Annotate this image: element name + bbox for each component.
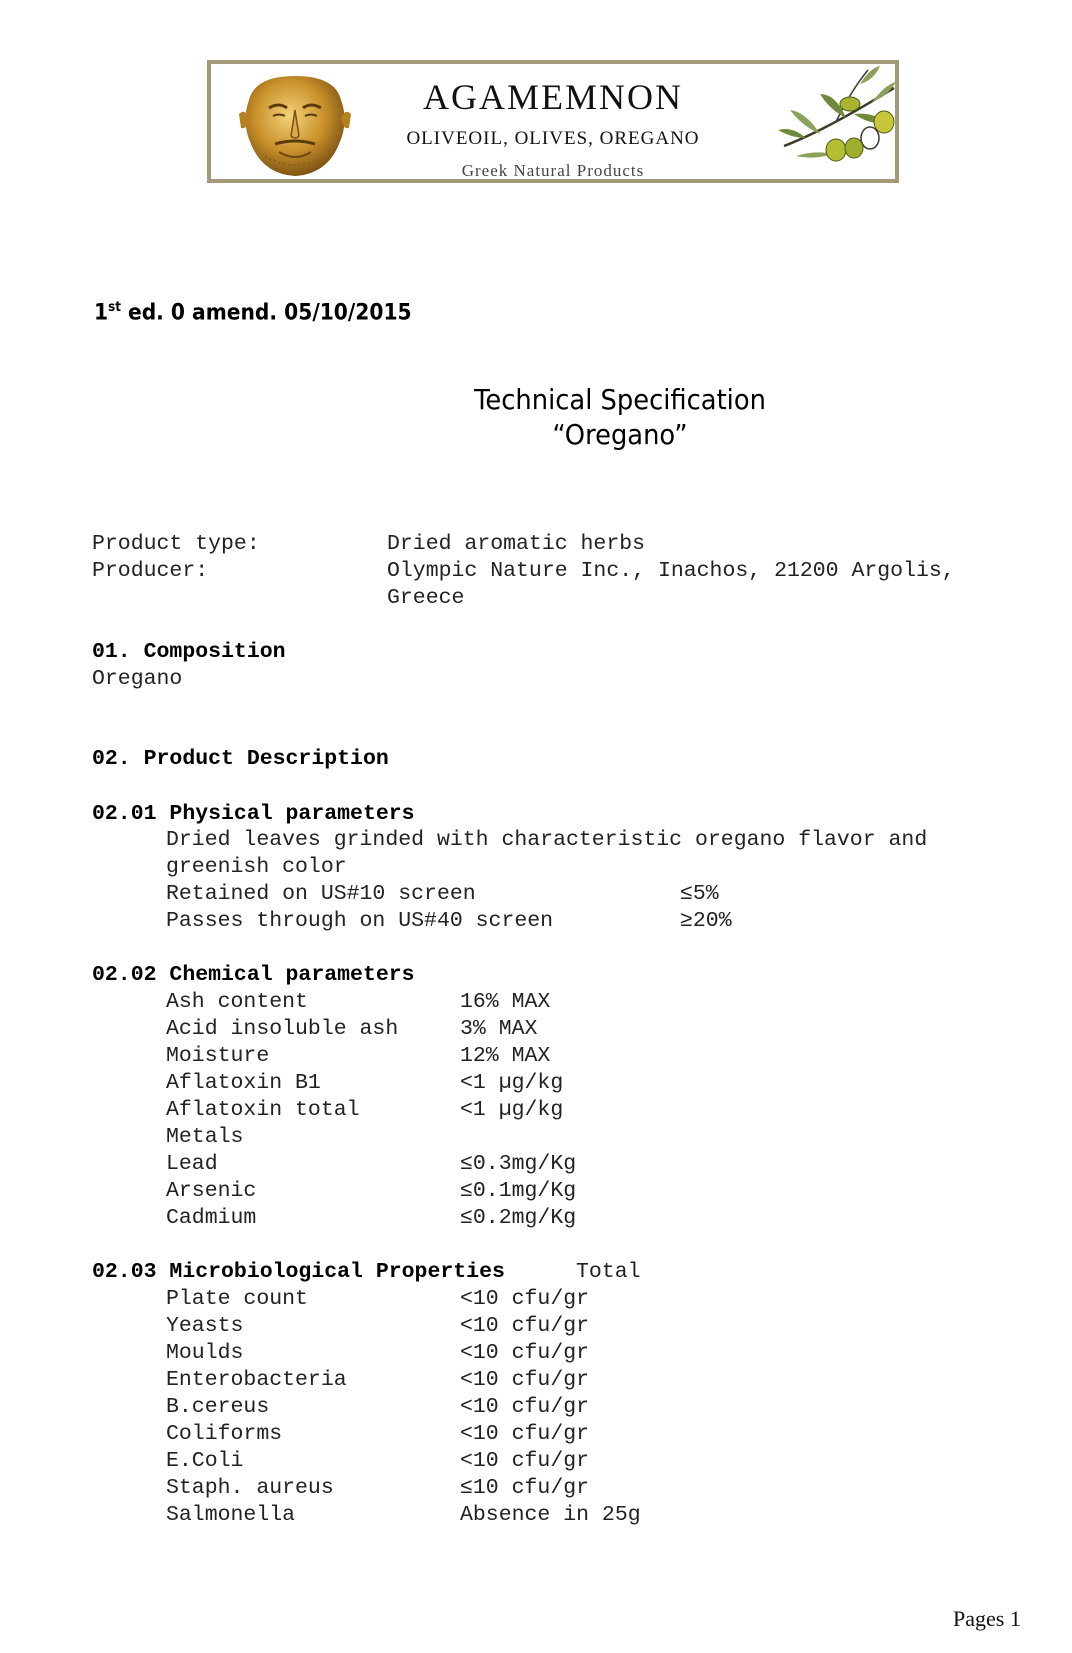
- composition-heading: 01. Composition: [92, 640, 286, 664]
- micro-row-value: <10 cfu/gr: [460, 1287, 590, 1311]
- producer-label: Producer:: [92, 559, 209, 583]
- micro-heading-tail: Total: [576, 1260, 641, 1284]
- chemical-row-label: Ash content: [166, 990, 308, 1014]
- chemical-row-value: ≤0.1mg/Kg: [460, 1179, 577, 1203]
- producer-value-line2: Greece: [387, 586, 465, 610]
- chemical-row-value: 16% MAX: [460, 990, 551, 1014]
- physical-text-line1: Dried leaves grinded with characteristic oregano flavor and: [166, 828, 928, 852]
- edition-line: [94, 300, 412, 325]
- brand-name: AGAMEMNON: [423, 77, 683, 117]
- chemical-row-label: Aflatoxin total: [166, 1098, 360, 1122]
- micro-row-label: Yeasts: [166, 1314, 244, 1338]
- olive-branch-icon: [776, 64, 898, 179]
- composition-value: Oregano: [92, 667, 183, 691]
- product-type-label: Product type:: [92, 532, 260, 556]
- header-banner: [207, 60, 899, 183]
- chemical-row-label: Aflatoxin B1: [166, 1071, 321, 1095]
- micro-row-label: E.Coli: [166, 1449, 244, 1473]
- physical-row-value: ≤5%: [680, 882, 719, 906]
- chemical-row-label: Lead: [166, 1152, 218, 1176]
- chemical-row-label: Acid insoluble ash: [166, 1017, 399, 1041]
- edition-ordinal-suffix: st: [108, 300, 121, 315]
- micro-row-value: ≤10 cfu/gr: [460, 1476, 590, 1500]
- chemical-row-value: ≤0.2mg/Kg: [460, 1206, 577, 1230]
- chemical-row-value: <1 µg/kg: [460, 1071, 564, 1095]
- chemical-row-value: <1 µg/kg: [460, 1098, 564, 1122]
- micro-row-label: Moulds: [166, 1341, 244, 1365]
- micro-row-value: <10 cfu/gr: [460, 1314, 590, 1338]
- chemical-heading: 02.02 Chemical parameters: [92, 963, 415, 987]
- micro-row-value: <10 cfu/gr: [460, 1449, 590, 1473]
- micro-row-label: Plate count: [166, 1287, 308, 1311]
- chemical-row-value: 3% MAX: [460, 1017, 538, 1041]
- micro-heading: 02.03 Microbiological Properties: [92, 1260, 505, 1284]
- edition-ordinal: 1: [94, 300, 109, 326]
- chemical-row-value: 12% MAX: [460, 1044, 551, 1068]
- physical-row-label: Passes through on US#40 screen: [166, 909, 554, 933]
- brand-products: OLIVEOIL, OLIVES, OREGANO: [406, 128, 700, 149]
- chemical-row-label: Metals: [166, 1125, 244, 1149]
- physical-row-value: ≥20%: [680, 909, 732, 933]
- chemical-row-value: ≤0.3mg/Kg: [460, 1152, 577, 1176]
- physical-text-line2: greenish color: [166, 855, 347, 879]
- brand-tagline: Greek Natural Products: [461, 161, 645, 180]
- micro-row-value: <10 cfu/gr: [460, 1341, 590, 1365]
- micro-row-value: <10 cfu/gr: [460, 1422, 590, 1446]
- producer-value-line1: Olympic Nature Inc., Inachos, 21200 Argolis,: [387, 559, 955, 583]
- document-title: Technical Specification: [474, 383, 766, 416]
- micro-row-value: Absence in 25g: [460, 1503, 641, 1527]
- micro-row-label: Enterobacteria: [166, 1368, 347, 1392]
- micro-row-label: B.cereus: [166, 1395, 270, 1419]
- micro-row-label: Coliforms: [166, 1422, 283, 1446]
- micro-row-label: Salmonella: [166, 1503, 296, 1527]
- physical-heading: 02.01 Physical parameters: [92, 802, 415, 826]
- document-subtitle: “Oregano”: [552, 418, 688, 451]
- description-heading: 02. Product Description: [92, 747, 389, 771]
- micro-row-value: <10 cfu/gr: [460, 1368, 590, 1392]
- micro-row-label: Staph. aureus: [166, 1476, 334, 1500]
- physical-row-label: Retained on US#10 screen: [166, 882, 476, 906]
- page-number: Pages 1: [953, 1606, 1021, 1631]
- chemical-row-label: Moisture: [166, 1044, 270, 1068]
- product-type-value: Dried aromatic herbs: [387, 532, 646, 556]
- chemical-row-label: Arsenic: [166, 1179, 257, 1203]
- chemical-row-label: Cadmium: [166, 1206, 257, 1230]
- micro-row-value: <10 cfu/gr: [460, 1395, 590, 1419]
- edition-details: ed. 0 amend. 05/10/2015: [120, 300, 412, 326]
